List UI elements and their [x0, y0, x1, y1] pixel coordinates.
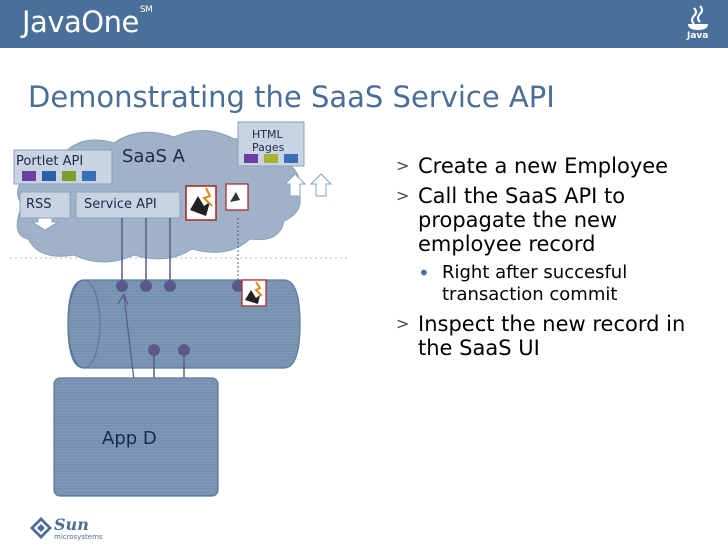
record-icon: [242, 280, 266, 306]
app-port: [178, 344, 190, 356]
bullet-dot-icon: •: [418, 261, 430, 285]
bus-port: [164, 280, 176, 292]
bus-port: [140, 280, 152, 292]
portlet-slot-blue1: [42, 171, 56, 181]
html-pages-label-1: HTML: [252, 128, 283, 141]
java-badge-text: Java: [687, 31, 709, 41]
rss-label: RSS: [26, 197, 52, 212]
up-arrow-icon: [311, 174, 331, 196]
portlet-slot-blue2: [82, 171, 96, 181]
app-d-label: App D: [102, 428, 157, 449]
diagram-canvas: [0, 110, 372, 520]
javaone-logo: JavaOne℠: [22, 5, 153, 39]
html-pages-label-2: Pages: [252, 141, 285, 154]
sun-logo-sub: microsystems: [54, 533, 103, 541]
app-port: [148, 344, 160, 356]
bullet-arrow-icon: >: [396, 156, 410, 175]
saas-a-label: SaaS A: [122, 146, 185, 167]
record-icon: [186, 186, 216, 220]
record-icon: [226, 184, 248, 210]
bullet-arrow-icon: >: [396, 314, 410, 333]
html-slot-1: [244, 154, 258, 163]
bullet-item: > Create a new Employee: [396, 154, 669, 178]
slide-header: [0, 0, 728, 48]
bullet-item: > Call the SaaS API to propagate the new employee record: [396, 184, 626, 256]
portlet-slot-purple: [22, 171, 36, 181]
portlet-slot-green: [62, 171, 76, 181]
bullet-arrow-icon: >: [396, 186, 410, 205]
portlet-api-label: Portlet API: [16, 154, 84, 169]
sun-logo-text: Sun: [54, 515, 89, 534]
bullet-list: [392, 154, 722, 366]
architecture-diagram: [0, 110, 372, 520]
service-api-label: Service API: [84, 197, 157, 212]
html-slot-2: [264, 154, 278, 163]
sub-bullet-item: • Right after succesful transaction commit: [418, 261, 628, 305]
sun-logo: [30, 515, 103, 543]
html-slot-3: [284, 154, 298, 163]
bullet-item: > Inspect the new record in the SaaS UI: [396, 312, 686, 360]
sun-diamond-icon: [30, 517, 52, 539]
bus-port: [116, 280, 128, 292]
slide-title: Demonstrating the SaaS Service API: [28, 80, 555, 114]
